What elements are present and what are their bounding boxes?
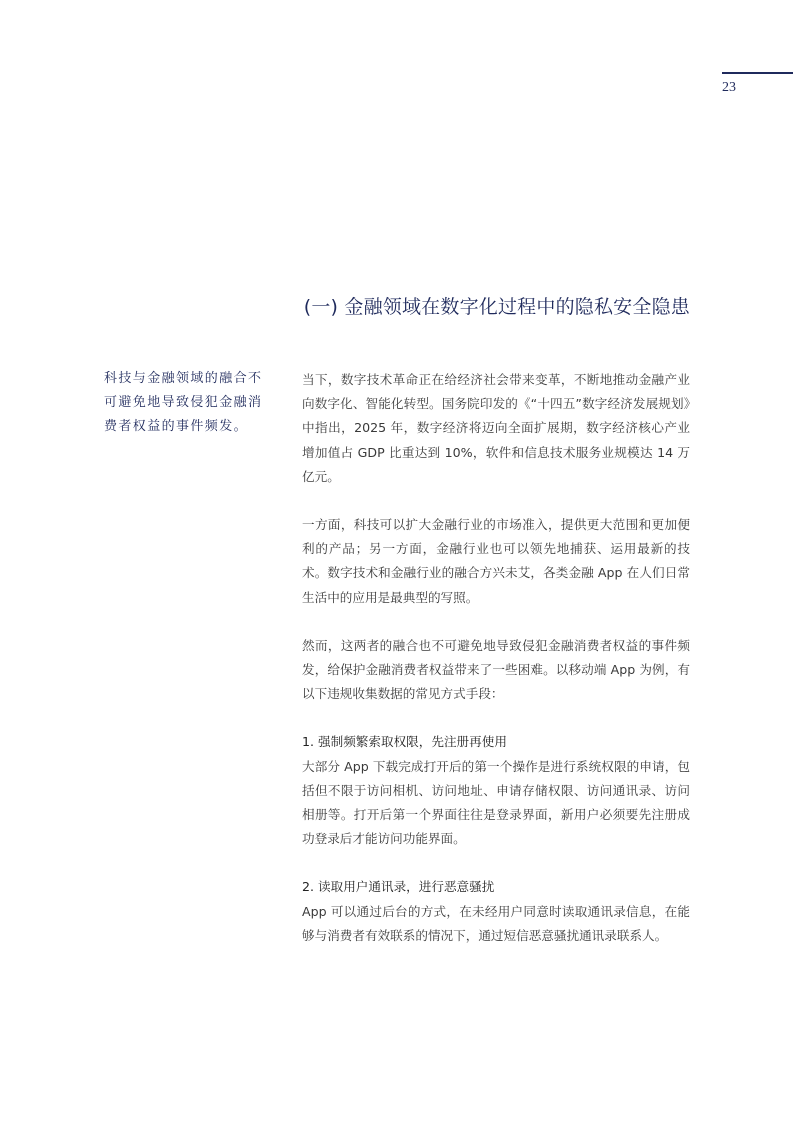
body-paragraph: 当下，数字技术革命正在给经济社会带来变革，不断地推动金融产业向数字化、智能化转型。国务院印发的《“十四五”数字经济发展规划》中指出，2025 年，数字经济将迈向全面扩展期，数字经济核心产业增加值占 GDP 比重达到 10%，软件和信息技术服务业规模达 14 万亿元。: [302, 372, 690, 484]
header-rule: [722, 72, 793, 74]
body-paragraph: 然而，这两者的融合也不可避免地导致侵犯金融消费者权益的事件频发，给保护金融消费者权益带来了一些困难。以移动端 App 为例，有以下违规收集数据的常见方式手段：: [302, 637, 690, 702]
body-paragraph: 一方面，科技可以扩大金融行业的市场准入，提供更大范围和更加便利的产品；另一方面，金融行业也可以领先地捕获、运用最新的技术。数字技术和金融行业的融合方兴未艾，各类金融 App 在人们日常生活中的应用是最典型的写照。: [302, 517, 690, 605]
item-text: App 可以通过后台的方式，在未经用户同意时读取通讯录信息，在能够与消费者有效联系的情况下，通过短信恶意骚扰通讯录联系人。: [302, 903, 690, 943]
section-title: (一) 金融领域在数字化过程中的隐私安全隐患: [303, 296, 690, 318]
item-heading: 1. 强制频繁索取权限，先注册再使用: [302, 734, 507, 750]
sidebar-pull-quote: 科技与金融领域的融合不可避免地导致侵犯金融消费者权益的事件频发。: [104, 371, 263, 434]
page-number: 23: [722, 80, 736, 95]
body-column: [302, 368, 690, 972]
item-heading: 2. 读取用户通讯录，进行恶意骚扰: [302, 879, 495, 895]
item-text: 大部分 App 下载完成打开后的第一个操作是进行系统权限的申请，包括但不限于访问相机、访问地址、申请存储权限、访问通讯录、访问相册等。打开后第一个界面往往是登录界面，新用户必须要先注册成功登录后才能访问功能界面。: [302, 758, 690, 847]
